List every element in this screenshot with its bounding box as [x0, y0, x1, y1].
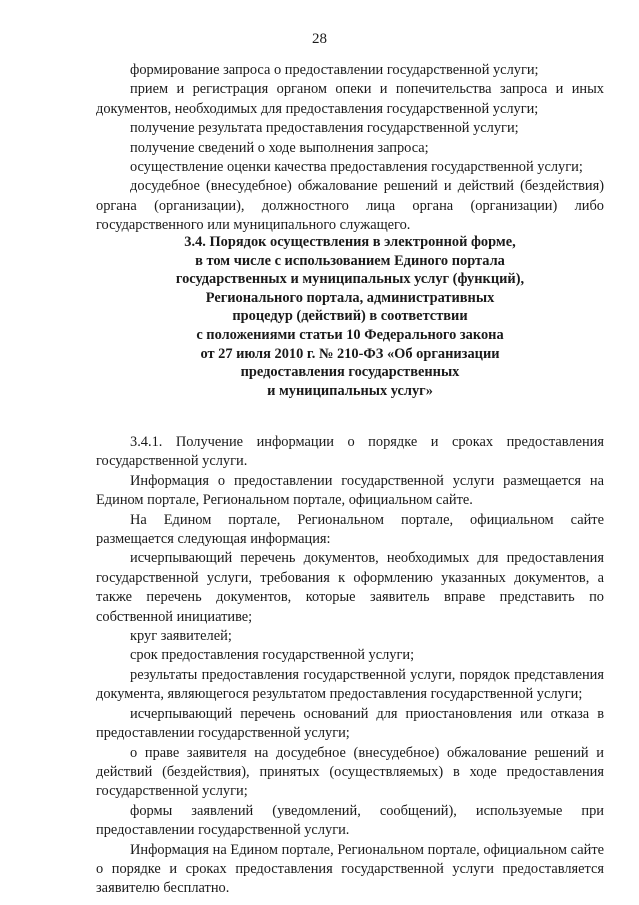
- paragraph: результаты предоставления государственной услуги, порядок представления документа, являющегося результатом предоставления государственной услуги;: [96, 666, 604, 703]
- paragraph: Информация о предоставлении государственной услуги размещается на Едином портале, Региональном портале, официальном сайте.: [96, 472, 604, 509]
- paragraph: 3.4.1. Получение информации о порядке и сроках предоставления государственной услуги.: [96, 434, 604, 470]
- paragraph: Информация на Едином портале, Региональном портале, официальном сайте о порядке и сроках предоставления государственной услуги предоставляется заявителю бесплатно.: [96, 841, 604, 897]
- section-body: [96, 433, 604, 899]
- paragraph: срок предоставления государственной услуги;: [130, 647, 415, 664]
- paragraph: получение сведений о ходе выполнения запроса;: [130, 139, 429, 156]
- heading-line: 3.4. Порядок осуществления в электронной форме,: [184, 234, 516, 250]
- paragraph: о праве заявителя на досудебное (внесудебное) обжалование решений и действий (бездействия), принятых (осуществляемых) в ходе предоставления государственной услуги;: [96, 744, 604, 800]
- paragraph: формирование запроса о предоставлении государственной услуги;: [130, 62, 539, 78]
- paragraph: осуществление оценки качества предоставления государственной услуги;: [130, 159, 583, 176]
- paragraph: На Едином портале, Региональном портале, официальном сайте размещается следующая информация:: [96, 511, 604, 548]
- list-continuation: [96, 61, 604, 236]
- section-heading: [120, 233, 580, 400]
- paragraph: досудебное (внесудебное) обжалование решений и действий (бездействия) органа (организации), должностного лица органа (организации) либо государственного или муниципального служащего.: [96, 178, 604, 234]
- heading-line: и муниципальных услуг»: [267, 382, 433, 399]
- heading-line: от 27 июля 2010 г. № 210-ФЗ «Об организации: [200, 345, 500, 362]
- heading-line: Регионального портала, административных: [205, 289, 495, 306]
- paragraph: получение результата предоставления государственной услуги;: [130, 120, 519, 137]
- heading-line: в том числе с использованием Единого портала: [195, 252, 505, 269]
- heading-line: государственных и муниципальных услуг (функций),: [175, 271, 525, 288]
- heading-line: процедур (действий) в соответствии: [232, 308, 468, 325]
- heading-line: с положениями статьи 10 Федерального закона: [196, 326, 504, 343]
- paragraph: круг заявителей;: [130, 628, 232, 645]
- paragraph: исчерпывающий перечень оснований для приостановления или отказа в предоставлении государственной услуги;: [96, 705, 604, 742]
- paragraph: исчерпывающий перечень документов, необходимых для предоставления государственной услуги, требования к оформлению указанных документов, а также перечень документов, которые заявитель вправе представить по собственной инициативе;: [96, 550, 604, 625]
- paragraph: прием и регистрация органом опеки и попечительства запроса и иных документов, необходимых для предоставления государственной услуги;: [96, 81, 604, 117]
- heading-line: предоставления государственных: [240, 364, 460, 381]
- paragraph: формы заявлений (уведомлений, сообщений), используемые при предоставлении государственной услуги.: [96, 802, 604, 839]
- page-number: 28: [312, 31, 327, 47]
